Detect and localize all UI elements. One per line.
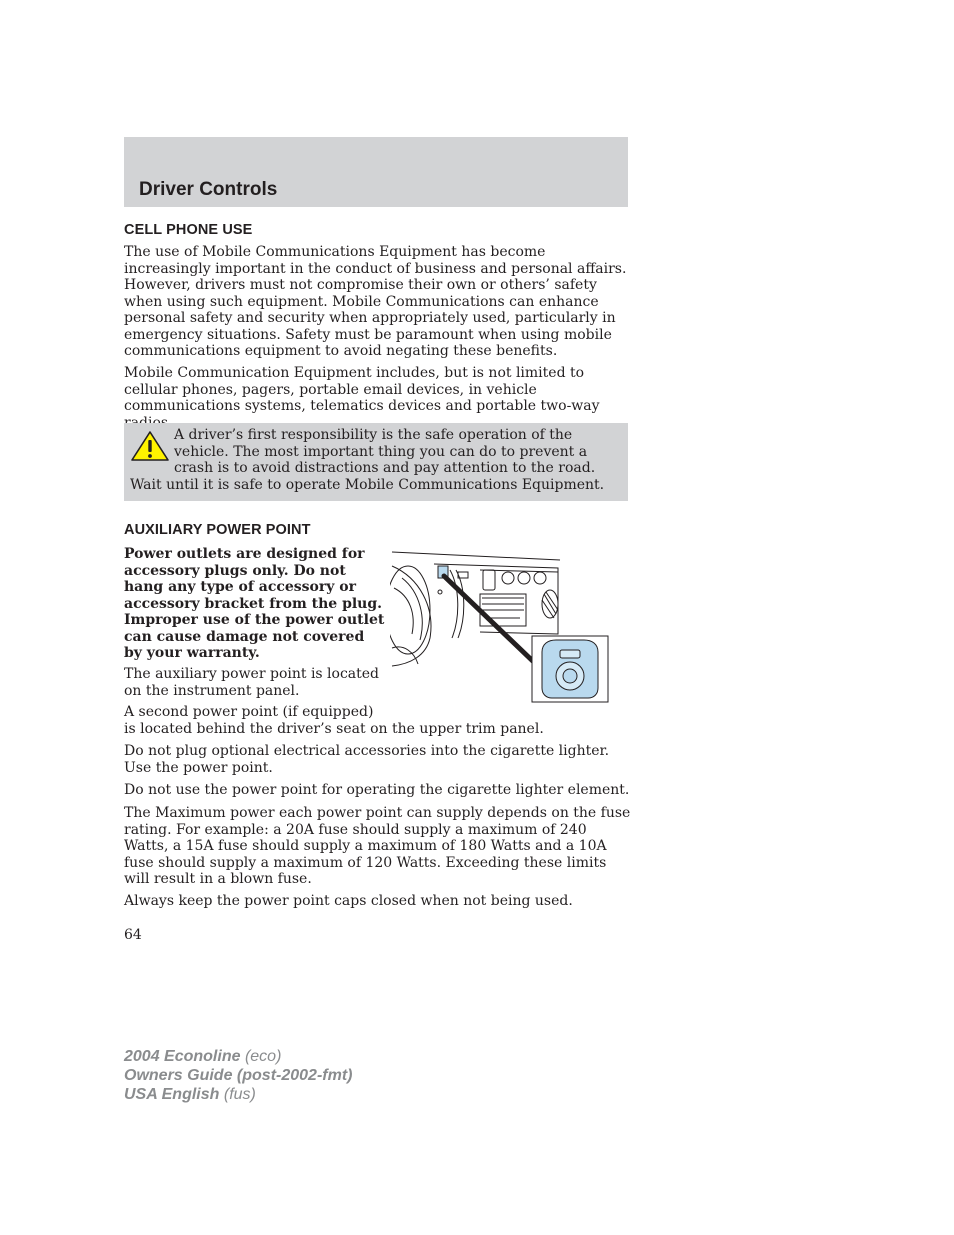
aux-power-paragraph-2-line-2: is located behind the driver’s seat on the upper trim panel. xyxy=(124,721,544,737)
page-number: 64 xyxy=(124,927,142,943)
warning-box xyxy=(124,423,628,501)
instrument-panel-illustration xyxy=(390,548,612,704)
aux-power-heading: AUXILIARY POWER POINT xyxy=(124,522,311,538)
aux-power-paragraph-6: Always keep the power point caps closed when not being used. xyxy=(124,893,573,909)
cell-phone-paragraph-2: Mobile Communication Equipment includes, but is not limited to cellular phones, pagers, portable email devices, in vehicle communications systems, telematics devices and portable two-way xyxy=(124,365,600,414)
warning-text: A driver’s first responsibility is the safe operation of the vehicle. The most important thing you can do to prevent a crash is to avoid distractions and pay attention to the road. Wait until it is safe to operate Mobile Communications Equipment. xyxy=(130,427,605,493)
power-outlet-warning: Power outlets are designed for accessory plugs only. Do not hang any type of accessory or accessory bracket from the plug. Improper use of the power outlet can cause damage not covered by your warranty. xyxy=(124,546,385,661)
footer-language-code: (fus) xyxy=(223,1086,256,1103)
cell-phone-paragraph-1: The use of Mobile Communications Equipment has become increasingly important in the conduct of business and personal affairs. However, drivers must not compromise their own or others’ safety when using such equipment. Mobile Communications can enhance personal safety and security when appropriately used, particularly in emergency situations. Safety must be paramount when using mobile communications equipment to avoid negating these benefits. xyxy=(124,244,627,359)
section-header-band xyxy=(124,137,628,207)
footer-model: 2004 Econoline xyxy=(124,1048,241,1065)
footer-language: USA English xyxy=(124,1086,220,1103)
document-footer xyxy=(124,1047,352,1104)
aux-power-paragraph-1: The auxiliary power point is located on the instrument panel. xyxy=(124,666,380,699)
cell-phone-heading: CELL PHONE USE xyxy=(124,222,253,238)
section-title: Driver Controls xyxy=(139,179,278,200)
footer-model-code: (eco) xyxy=(244,1048,282,1065)
warning-triangle-icon xyxy=(130,430,170,462)
aux-power-paragraph-4: Do not use the power point for operating the cigarette lighter element. xyxy=(124,782,630,798)
aux-power-paragraph-5: The Maximum power each power point can supply depends on the fuse rating. For example: a 20A fuse should supply a maximum of 240 Watts, a 15A fuse should supply a maximum of 180 Watts and a 10A fuse should supply a maximum of 120 Watts. Exceeding these limits will result in a blown fuse. xyxy=(124,805,631,887)
aux-power-paragraph-3: Do not plug optional electrical accessories into the cigarette lighter. Use the power point. xyxy=(124,743,610,776)
aux-power-paragraph-2-line-1: A second power point (if equipped) xyxy=(124,704,374,720)
footer-guide: Owners Guide (post-2002-fmt) xyxy=(124,1067,353,1084)
